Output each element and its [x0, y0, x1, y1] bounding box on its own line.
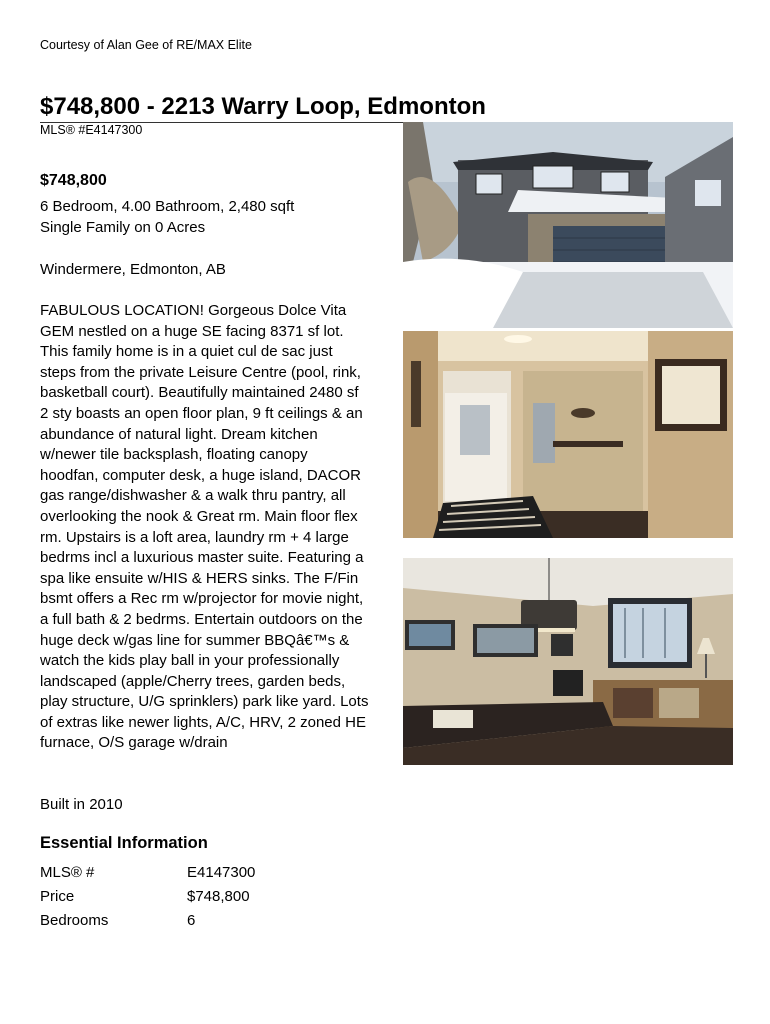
info-label: MLS® # — [40, 864, 95, 881]
summary-details: 6 Bedroom, 4.00 Bathroom, 2,480 sqft — [40, 198, 295, 215]
info-value: $748,800 — [187, 888, 250, 905]
office-photo — [403, 558, 733, 765]
summary-price: $748,800 — [40, 172, 107, 189]
essential-info-table — [40, 864, 255, 936]
mls-number-line: MLS® #E4147300 — [40, 123, 143, 137]
table-row — [40, 912, 255, 936]
essential-info-heading: Essential Information — [40, 834, 208, 852]
built-year: Built in 2010 — [40, 796, 123, 813]
foyer-photo — [403, 331, 733, 538]
table-row — [40, 888, 255, 912]
courtesy-line: Courtesy of Alan Gee of RE/MAX Elite — [40, 38, 252, 52]
summary-type: Single Family on 0 Acres — [40, 219, 206, 236]
info-value: 6 — [187, 912, 196, 929]
info-label: Bedrooms — [40, 912, 109, 929]
info-label: Price — [40, 888, 75, 905]
listing-summary — [40, 170, 370, 754]
listing-description: FABULOUS LOCATION! Gorgeous Dolce Vita GEM nestled on a huge SE facing 8371 sf lot. This family home is in a quiet cul de sac just steps from the private Leisure Centre (pool, rink, basketball court). Beautifully maintained 2480 sf 2 sty boasts an open floor plan, 9 ft ceilings & an abundance of natural light. Dream kitchen w/newer tile backsplash, floating canopy hoodfan, computer desk, a huge island, DACOR gas range/dishwasher & a walk thru pantry, all overlooking the nook & Great rm. Main floor flex rm. Upstairs is a loft area, laundry rm + 4 large bedrms incl a luxurious master suite. Featuring a spa like ensuite w/HIS & HERS sinks. The F/Fin bsmt offers a Rec rm w/projector for movie night, a full bath & 2 bedrms. Entertain outdoors on the huge deck w/gas line for summer BBQâ€™s & watch the kids play ball in your professionally landscaped (apple/Cherry trees, garden beds, play structure, U/G sprinklers) park like yard. Lots of extras like newer lights, A/C, HRV, 2 zoned HE furnace, O/S garage w/drain — [40, 302, 369, 752]
table-row — [40, 864, 255, 888]
exterior-photo — [403, 122, 733, 328]
info-value: E4147300 — [187, 864, 256, 881]
summary-location: Windermere, Edmonton, AB — [40, 261, 226, 278]
listing-title: $748,800 - 2213 Warry Loop, Edmonton — [40, 93, 723, 123]
